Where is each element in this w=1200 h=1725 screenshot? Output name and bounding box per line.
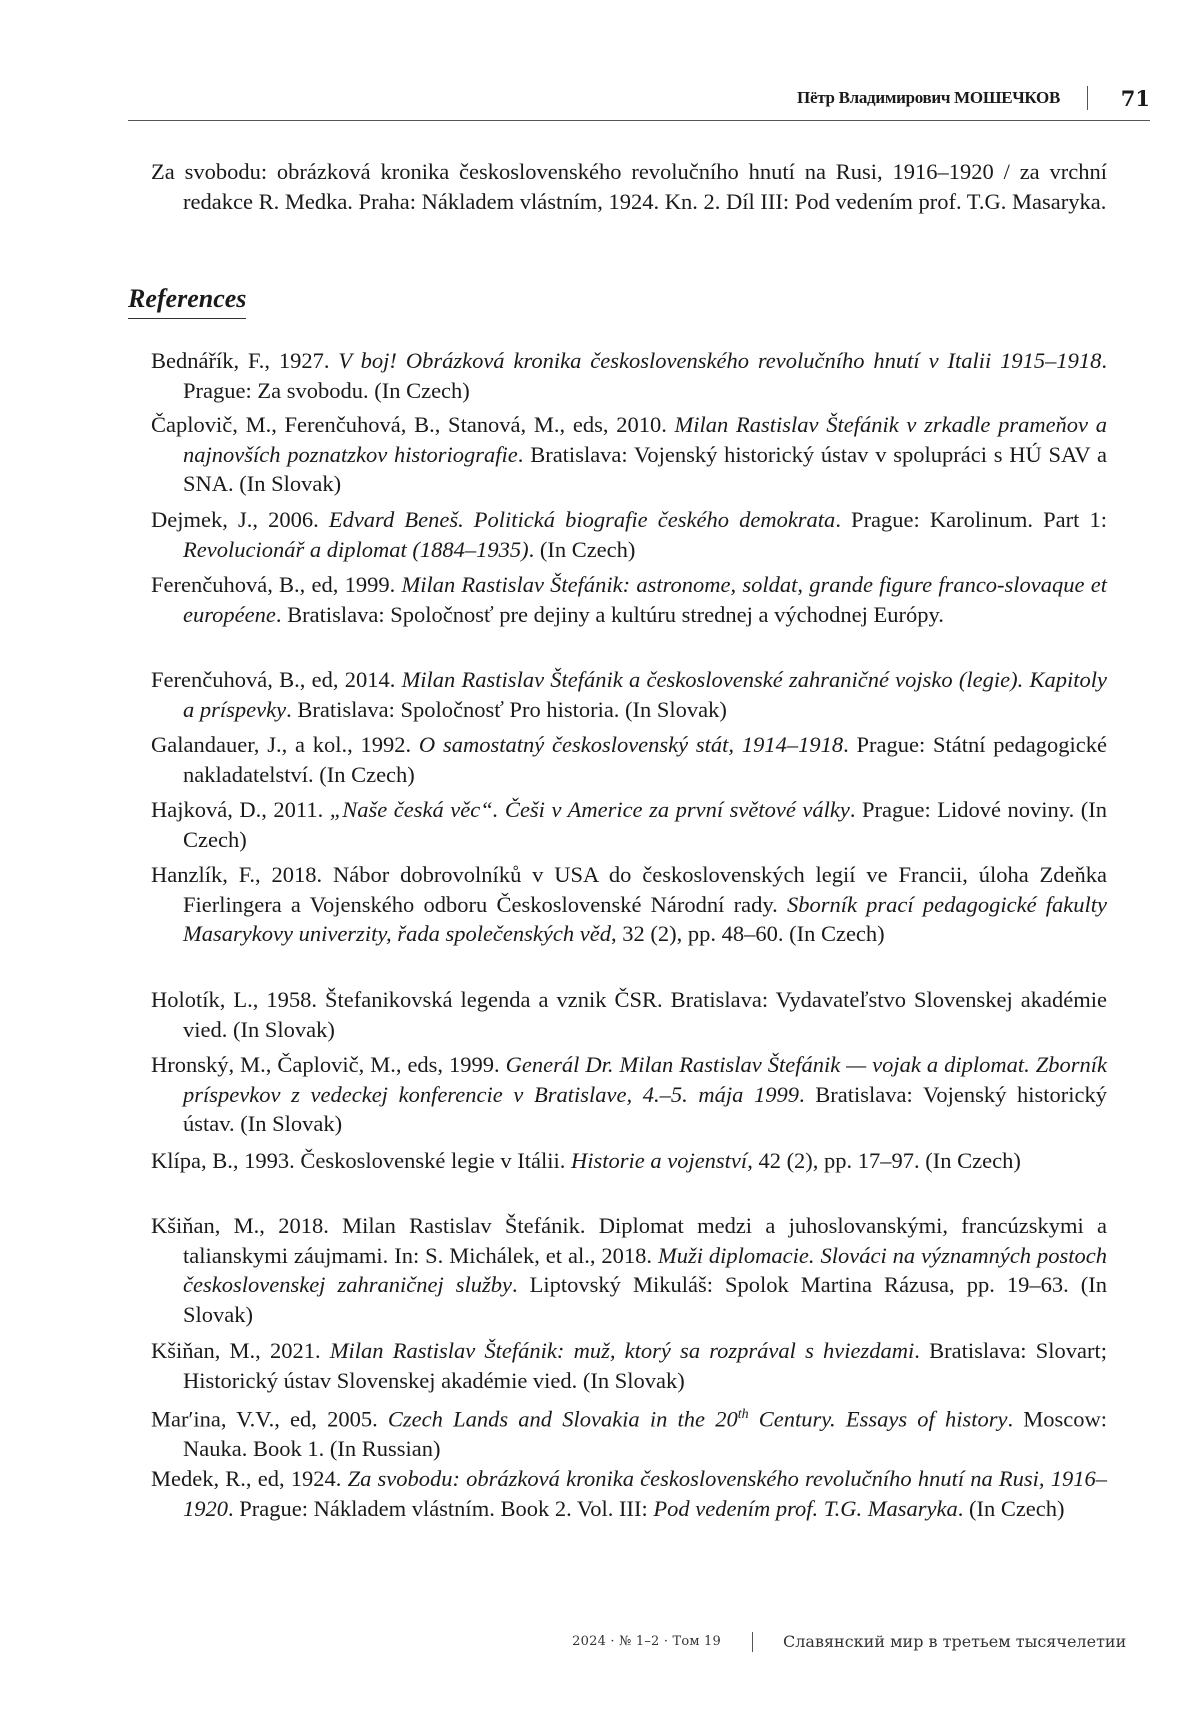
continued-entry: Za svobodu: obrázková kronika československého revolučního hnutí na Rusi, 1916–1920 / za vrchní redakce R. Medka. Praha: Nákladem vlástním, 1924. Kn. 2. Díl III: Pod vedením prof. T.G. Masaryka. [151,159,1107,214]
reference-entry [151,795,1107,854]
reference-ital: Muži diplomacie. Slováci na významných postoch československej zahraničnej služby [183,1242,1107,1297]
reference-post: , 42 (2), pp. 17–97. (In Czech) [747,1148,1021,1173]
reference-entry [151,346,1107,405]
reference-entry [151,1400,1107,1464]
reference-ital: Sborník prací pedagogické fakulty Masarykovy univerzity, řada společenských věd [183,891,1107,946]
reference-pre: Kšiňan, M., 2021. [151,1338,330,1363]
reference-entry [151,1336,1107,1395]
footer-divider [752,1632,753,1652]
reference-post: . Bratislava: Vojenský historický ústav. (In Slovak) [183,1081,1107,1136]
reference-pre: Čaplovič, M., Ferenčuhová, B., Stanová, M., eds, 2010. [151,412,675,437]
reference-ital: „Naše česká věc“. Češi v Americe za první světové války [329,797,850,822]
reference-post: , 32 (2), pp. 48–60. (In Czech) [610,921,885,946]
footer-issue: 2024 · № 1–2 · Том 19 [572,1634,721,1649]
reference-pre: Ferenčuhová, B., ed, 2014. [151,667,402,692]
page-number: 71 [1120,86,1150,111]
reference-ital: Historie a vojenství [570,1148,748,1173]
reference-post: . Bratislava: Vojenský historický ústav v spolupráci s HÚ SAV a SNA. (In Slovak) [183,441,1108,496]
reference-pre: Kšiňan, M., 2018. Milan Rastislav Štefánik. Diplomat medzi a juhoslovanskými, francúzskymi a talianskymi záujmami. In: S. Michálek, et al., 2018. [151,1213,1107,1268]
reference-post: . Liptovský Mikuláš: Spolok Martina Rázusa, pp. 19–63. (In Slovak) [183,1272,1108,1327]
reference-ital: O samostatný československý stát, 1914–1918 [418,732,844,757]
reference-entry [151,665,1107,724]
reference-entry [151,1211,1107,1329]
reference-entry [151,860,1107,949]
reference-entry [151,730,1107,789]
reference-ital2: Revolucionář a diplomat (1884–1935) [183,536,529,562]
reference-post: . Prague: Karolinum. Part 1: [835,507,1107,532]
reference-ital2: Pod vedením prof. T.G. Masaryka [653,1495,958,1521]
reference-entry [151,1146,1107,1176]
reference-ital-b: Century. Essays of history [748,1406,1008,1432]
reference-pre: Holotík, L., 1958. Štefanikovská legenda a vznik ČSR. Bratislava: Vydavateľstvo Slovenskej akadémie vied. (In Slovak) [151,987,1107,1042]
reference-ital: Generál Dr. Milan Rastislav Štefánik — vojak a diplomat. Zborník príspevkov z vedeckej konferencie v Bratislave, 4.–5. mája 1999 [183,1052,1107,1107]
footer-journal: Славянский мир в третьем тысячелетии [783,1632,1127,1651]
reference-entry [151,1464,1107,1523]
reference-entry [151,570,1107,629]
reference-pre: Galandauer, J., a kol., 1992. [151,732,419,757]
reference-post2: . (In Czech) [528,536,636,562]
reference-ital: V boj! Obrázková kronika československého revolučního hnutí v Italii 1915–1918 [338,348,1102,373]
reference-pre: Hanzlík, F., 2018. Nábor dobrovolníků v USA do československých legií ve Francii, úloha Zdeňka Fierlingera a Vojenského odboru Československé Národní rady. [151,862,1107,917]
reference-pre: Medek, R., ed, 1924. [151,1466,348,1491]
reference-ital: Milan Rastislav Štefánik a československé zahraničné vojsko (legie). Kapitoly a príspevky [183,667,1107,722]
reference-post: . Prague: Lidové noviny. (In Czech) [183,797,1107,852]
reference-ital: Edvard Beneš. Politická biografie českého demokrata [328,507,836,532]
reference-post: . Prague: Státní pedagogické nakladatelství. (In Czech) [183,732,1107,787]
reference-post: . Bratislava: Slovart; Historický ústav Slovenskej akadémie vied. (In Slovak) [183,1338,1107,1393]
reference-post: . Bratislava: Spoločnosť pre dejiny a kultúru strednej a východnej Európy. [275,601,944,627]
running-footer [0,1632,1200,1656]
reference-pre: Mar′ina, V.V., ed, 2005. [151,1406,388,1432]
header-divider [1087,86,1089,110]
reference-post: . Prague: Nákladem vlástním. Book 2. Vol. III: [228,1495,654,1521]
reference-ital: Milan Rastislav Štefánik: astronome, soldat, grande figure franco-slovaque et européene [183,572,1107,627]
reference-pre: Klípa, B., 1993. Československé legie v Itálii. [151,1148,571,1173]
reference-pre: Ferenčuhová, B., ed, 1999. [151,572,402,597]
reference-post: . Moscow: Nauka. Book 1. (In Russian) [183,1406,1108,1461]
reference-ital: Czech Lands and Slovakia in the 20 [387,1406,738,1432]
references-heading: References [128,284,246,319]
reference-entry [151,985,1107,1044]
reference-entry [151,410,1107,499]
reference-pre: Dejmek, J., 2006. [151,507,329,532]
header-author: Пётр Владимирович МОШЕЧКОВ [797,88,1060,107]
reference-post: . Bratislava: Spoločnosť Pro historia. (In Slovak) [286,696,727,722]
reference-ital: Milan Rastislav Štefánik v zrkadle prameňov a najnovších poznatzkov historiografie [183,412,1108,467]
reference-sup: th [737,1407,749,1422]
running-header [128,86,1150,121]
reference-entry [151,1050,1107,1139]
reference-ital: Za svobodu: obrázková kronika československého revolučního hnutí na Rusi, 1916–1920 [183,1466,1107,1521]
reference-pre: Hajková, D., 2011. [151,797,330,822]
reference-post: . Prague: Za svobodu. (In Czech) [183,348,1107,403]
reference-pre: Hronský, M., Čaplovič, M., eds, 1999. [151,1052,506,1077]
reference-pre: Bednářík, F., 1927. [151,348,339,373]
reference-ital: Milan Rastislav Štefánik: muž, ktorý sa rozprával s hviezdami [329,1338,915,1363]
reference-entry [151,505,1107,564]
reference-post2: . (In Czech) [957,1495,1065,1521]
